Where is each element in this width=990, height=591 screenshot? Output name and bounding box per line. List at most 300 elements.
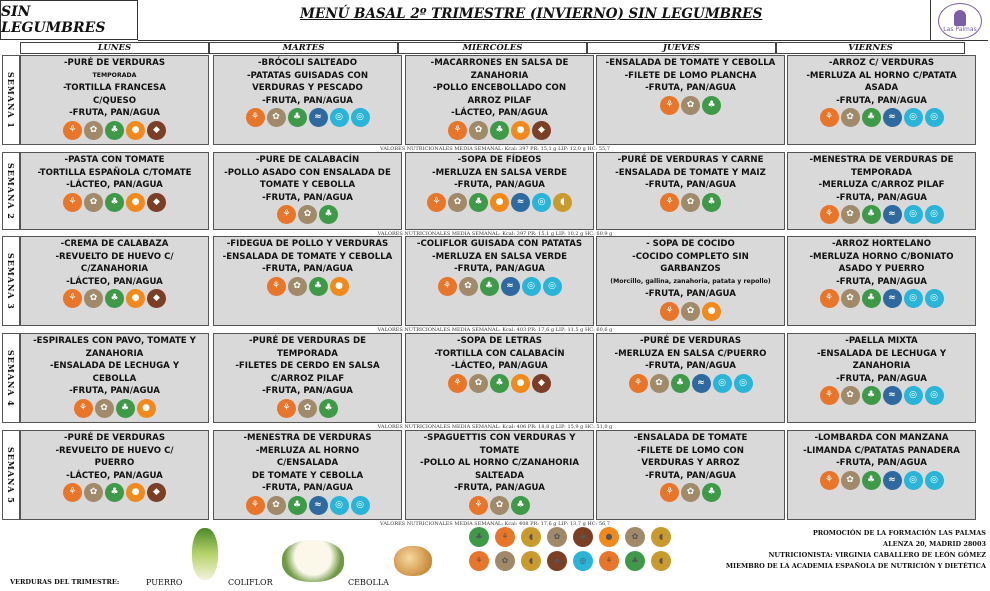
dish-line: -FILETE DE LOMO CON	[637, 445, 744, 456]
allergen-icon: ●	[490, 193, 509, 212]
allergen-icon: ⚘	[820, 386, 839, 405]
dish-line: -COCIDO COMPLETO SIN	[632, 251, 749, 262]
allergen-icons	[216, 399, 399, 418]
allergen-icon: ≈	[309, 108, 328, 127]
allergen-icons	[790, 386, 973, 405]
day-thursday: JUEVES	[587, 42, 776, 54]
dish-line: -ARROZ C/ VERDURAS	[828, 58, 935, 68]
allergen-icon: ◎	[904, 471, 923, 490]
allergen-icon: ✿	[650, 374, 669, 393]
allergen-icons	[790, 289, 973, 308]
dish-line: -POLLO ENCEBOLLADO CON	[432, 83, 567, 93]
allergen-icon: ✿	[288, 277, 307, 296]
legend-item	[518, 526, 544, 547]
dish-line: -TORTILLA ESPAÑOLA C/TOMATE	[37, 167, 192, 178]
allergen-icon: ●	[511, 374, 530, 393]
allergen-icon: ≈	[883, 108, 902, 127]
allergen-icon: ◎	[522, 277, 541, 296]
dish-line: -PASTA CON TOMATE	[64, 155, 165, 165]
allergen-icon: ♣	[480, 277, 499, 296]
allergen-icon: ◎	[713, 374, 732, 393]
allergen-icon: ≈	[883, 386, 902, 405]
dish-line: -FILETE DE LOMO PLANCHA	[624, 70, 757, 81]
week-label	[2, 55, 20, 145]
day-tuesday: MARTES	[209, 42, 398, 54]
allergen-icons	[216, 277, 399, 296]
allergen-icon: ◎	[351, 108, 370, 127]
dish-line: VERDURAS Y ARROZ	[641, 458, 740, 468]
allergen-icon: ≈	[883, 471, 902, 490]
allergen-icon: ♣	[309, 277, 328, 296]
school-logo	[938, 3, 982, 39]
allergen-icon: ✿	[841, 471, 860, 490]
allergen-icon: ◆	[532, 374, 551, 393]
week-label	[2, 152, 20, 230]
dish-line: -BRÓCOLI SALTEADO	[257, 58, 358, 68]
dish-line: -FRUTA, PAN/AGUA	[645, 289, 736, 299]
week-row	[2, 333, 988, 423]
dish-line: -FRUTA, PAN/AGUA	[262, 264, 353, 274]
cauliflower-image	[282, 540, 344, 582]
allergen-icon: ◎	[925, 386, 944, 405]
dish-line: -POLLO AL HORNO C/ZANAHORIA	[420, 458, 579, 468]
allergen-icon: ✿	[84, 289, 103, 308]
allergen-icon: ♣	[105, 483, 124, 502]
dish-line: ZANAHORIA	[852, 361, 911, 371]
legend-item	[570, 550, 596, 571]
dish-line: -PAELLA MIXTA	[845, 336, 918, 346]
dish-line: TOMATE	[479, 445, 520, 456]
allergen-icon: ◎	[925, 289, 944, 308]
legend-item	[648, 550, 674, 571]
allergen-icon: ♣	[702, 483, 721, 502]
week-label-text: SEMANA 3	[6, 252, 16, 310]
allergen-icon: ✿	[469, 374, 488, 393]
page-title: MENÚ BASAL 2º TRIMESTRE (INVIERNO) SIN LEGUMBRES	[300, 6, 763, 22]
allergen-icon: ✿	[448, 193, 467, 212]
dish-line: CEBOLLA	[92, 373, 137, 384]
allergen-icon: ✿	[84, 193, 103, 212]
legend-icon: ◖	[651, 527, 671, 547]
left-title-box	[0, 0, 138, 40]
dish-line: -FRUTA, PAN/AGUA	[645, 470, 736, 481]
dish-line: -FRUTA, PAN/AGUA	[836, 458, 927, 468]
allergen-icon: ◎	[925, 205, 944, 224]
dish-line: -FRUTA, PAN/AGUA	[262, 483, 353, 493]
menu-cell	[20, 333, 209, 423]
allergen-icon: ♣	[702, 96, 721, 115]
allergen-icons	[408, 193, 591, 212]
figure-icon	[954, 10, 966, 26]
dish-line: -LÁCTEO, PAN/AGUA	[66, 470, 163, 481]
allergen-icon: ◆	[147, 289, 166, 308]
allergen-icon: ♣	[490, 374, 509, 393]
dish-line: -FRUTA, PAN/AGUA	[836, 192, 927, 203]
dish-line: -CREMA DE CALABAZA	[60, 239, 169, 249]
week-label-text: SEMANA 5	[6, 446, 16, 504]
dish-line: -FRUTA, PAN/AGUA	[69, 386, 160, 396]
allergen-icon: ♣	[862, 108, 881, 127]
legend-icon: ⚘	[495, 527, 515, 547]
menu-cell	[787, 55, 976, 145]
allergen-icon: ♣	[862, 205, 881, 224]
dish-line: -MERLUZA HORNO C/BONIATO	[809, 251, 954, 262]
allergen-icon: ⚘	[820, 471, 839, 490]
menu-cell	[213, 333, 402, 423]
week-label	[2, 430, 20, 520]
menu-cell	[213, 152, 402, 230]
dish-line: PUERRO	[94, 458, 135, 468]
dish-line: -MENESTRA DE VERDURAS	[243, 433, 372, 443]
header-rule	[138, 40, 988, 41]
allergen-icon: ♣	[469, 193, 488, 212]
dish-line: -FRUTA, PAN/AGUA	[262, 95, 353, 106]
dish-line: -MERLUZA EN SALSA VERDE	[432, 251, 567, 262]
allergen-icon: ●	[330, 277, 349, 296]
allergen-icons	[23, 193, 206, 212]
allergen-legend	[466, 526, 676, 571]
week-row	[2, 55, 988, 145]
menu-cell	[787, 333, 976, 423]
credit-line-4: MIEMBRO DE LA ACADEMIA ESPAÑOLA DE NUTRICIÓN Y DIETÉTICA	[725, 562, 986, 570]
dish-line: ASADO Y PUERRO	[838, 264, 925, 274]
menu-cell	[213, 55, 402, 145]
allergen-icon: ●	[126, 289, 145, 308]
legend-icon: ◎	[573, 551, 593, 571]
day-header	[20, 42, 965, 54]
allergen-icon: ⚘	[63, 193, 82, 212]
legend-icon: ◖	[651, 551, 671, 571]
dish-line: -FRUTA, PAN/AGUA	[836, 95, 927, 106]
legend-item	[648, 526, 674, 547]
allergen-icon: ⚘	[469, 496, 488, 515]
legend-item	[544, 526, 570, 547]
allergen-icon: ♣	[511, 496, 530, 515]
legend-icon: ◖	[521, 551, 541, 571]
dish-line: GARBANZOS	[660, 264, 721, 274]
left-title: SIN LEGUMBRES	[1, 4, 106, 36]
dish-line: -MERLUZA C/ARROZ PILAF	[818, 180, 945, 190]
menu-cell	[596, 333, 785, 423]
week-label	[2, 333, 20, 423]
day-friday: VIERNES	[776, 42, 965, 54]
dish-line: ZANAHORIA	[470, 70, 529, 81]
menu-cell	[596, 236, 785, 326]
credit-line-1: PROMOCIÓN DE LA FORMACIÓN LAS PALMAS	[812, 529, 986, 537]
dish-line: -LÁCTEO, PAN/AGUA	[451, 361, 548, 371]
allergen-icon: ◆	[147, 193, 166, 212]
legend-icon: ◆	[547, 551, 567, 571]
allergen-icon: ◎	[734, 374, 753, 393]
allergen-icon: ⚘	[820, 205, 839, 224]
dish-line: -ARROZ HORTELANO	[831, 239, 932, 249]
legend-icon: ✿	[495, 551, 515, 571]
allergen-icon: ✿	[95, 399, 114, 418]
menu-cell	[213, 430, 402, 520]
allergen-icon: ⚘	[63, 121, 82, 140]
dish-line: -ENSALADA DE LECHUGA Y	[49, 361, 180, 371]
allergen-icon: ✿	[681, 193, 700, 212]
dish-line: -PURÉ DE VERDURAS DE	[248, 336, 367, 346]
nutrition-summary: VALORES NUTRICIONALES MEDIA SEMANAL: Kcal: 397 PR: 15,1 g LIP: 10,2 g HC: 60,9 g	[377, 231, 613, 237]
allergen-icon: ✿	[681, 96, 700, 115]
dish-line: TEMPORADA	[92, 71, 137, 79]
allergen-icon: ≈	[501, 277, 520, 296]
menu-cell	[20, 236, 209, 326]
dish-line: -ENSALADA DE TOMATE Y MAIZ	[615, 167, 766, 178]
dish-line: ARROZ PILAF	[467, 95, 532, 106]
allergen-icon: ●	[702, 302, 721, 321]
allergen-icon: ◎	[925, 471, 944, 490]
allergen-icon: ◎	[904, 205, 923, 224]
allergen-icon: ●	[126, 121, 145, 140]
credits	[690, 528, 986, 572]
dish-line: TEMPORADA	[851, 167, 912, 178]
veg-onion-label: CEBOLLA	[348, 578, 389, 587]
allergen-icons	[790, 205, 973, 224]
allergen-icons	[408, 374, 591, 393]
allergen-icon: ✿	[267, 108, 286, 127]
dish-line: -MENESTRA DE VERDURAS DE	[809, 155, 954, 165]
allergen-icon: ⚘	[74, 399, 93, 418]
veg-cauliflower-label: COLIFLOR	[228, 578, 273, 587]
allergen-icon: ◎	[330, 108, 349, 127]
dish-line: -FILETES DE CERDO EN SALSA	[235, 361, 380, 371]
allergen-icons	[408, 277, 591, 296]
credit-line-3: NUTRICIONISTA: VIRGINIA CABALLERO DE LEÓN GÓMEZ	[768, 551, 986, 559]
allergen-icon: ◆	[147, 483, 166, 502]
dish-line: -FRUTA, PAN/AGUA	[454, 264, 545, 274]
legend-icon: ✿	[547, 527, 567, 547]
dish-line: DE TOMATE Y CEBOLLA	[251, 470, 364, 481]
menu-cell	[405, 236, 594, 326]
menu-cell	[405, 333, 594, 423]
dish-line: -MERLUZA AL HORNO C/PATATA	[806, 70, 957, 81]
legend-item	[518, 550, 544, 571]
dish-line: -FRUTA, PAN/AGUA	[454, 180, 545, 190]
dish-line: -SPAGUETTIS CON VERDURAS Y	[423, 433, 576, 443]
dish-line: VERDURAS Y PESCADO	[252, 83, 363, 93]
allergen-icon: ♣	[105, 121, 124, 140]
allergen-icon: ♣	[105, 289, 124, 308]
dish-line: -REVUELTO DE HUEVO C/	[55, 445, 174, 456]
legend-item	[466, 526, 492, 547]
allergen-icon: ✿	[681, 302, 700, 321]
dish-line: -ENSALADA DE TOMATE Y CEBOLLA	[222, 251, 393, 262]
allergen-icon: ♣	[862, 289, 881, 308]
dish-line: -FRUTA, PAN/AGUA	[836, 276, 927, 287]
allergen-icon: ⚘	[820, 108, 839, 127]
allergen-icon: ⚘	[629, 374, 648, 393]
dish-line: -FRUTA, PAN/AGUA	[69, 108, 160, 118]
dish-line: C/ENSALADA	[276, 458, 339, 468]
dish-line: -PURÉ DE VERDURAS Y CARNE	[617, 155, 764, 165]
allergen-icon: ⚘	[660, 483, 679, 502]
dish-line: -LIMANDA C/PATATAS PANADERA	[803, 445, 960, 456]
dish-line: -FRUTA, PAN/AGUA	[645, 83, 736, 93]
allergen-icon: ✿	[841, 386, 860, 405]
allergen-icon: ●	[511, 121, 530, 140]
allergen-icons	[408, 121, 591, 140]
menu-cell	[405, 430, 594, 520]
menu-cell	[596, 55, 785, 145]
dish-line: -PURE DE CALABACÍN	[255, 155, 360, 165]
dish-line: TOMATE Y CEBOLLA	[259, 180, 356, 190]
onion-image	[394, 546, 432, 576]
menu-cell	[787, 430, 976, 520]
allergen-icon: ♣	[105, 193, 124, 212]
leek-image	[192, 528, 218, 580]
allergen-icon: ✿	[84, 483, 103, 502]
allergen-icon: ⚘	[448, 374, 467, 393]
legend-item	[492, 526, 518, 547]
legend-item	[596, 526, 622, 547]
legend-item	[492, 550, 518, 571]
allergen-icon: ◎	[543, 277, 562, 296]
allergen-icons	[216, 496, 399, 515]
menu-cell	[405, 55, 594, 145]
legend-item	[622, 550, 648, 571]
dish-line: -TORTILLA CON CALABACÍN	[434, 348, 565, 359]
allergen-icon: ⚘	[660, 302, 679, 321]
menu-cell	[787, 152, 976, 230]
dish-line: C/QUESO	[92, 95, 137, 106]
dish-line: -FRUTA, PAN/AGUA	[645, 361, 736, 371]
allergen-icons	[23, 121, 206, 140]
dish-line: C/ARROZ PILAF	[270, 373, 345, 384]
allergen-icon: ✿	[84, 121, 103, 140]
allergen-icon: ⚘	[246, 496, 265, 515]
dish-line: C/ZANAHORIA	[80, 264, 149, 274]
dish-line: -LÁCTEO, PAN/AGUA	[66, 276, 163, 287]
week-row	[2, 430, 988, 520]
dish-line: -COLIFLOR GUISADA CON PATATAS	[416, 239, 583, 249]
legend-item	[596, 550, 622, 571]
menu-cell	[596, 430, 785, 520]
allergen-icons	[408, 496, 591, 515]
allergen-icon: ✿	[459, 277, 478, 296]
dish-line: (Morcillo, gallina, zanahoria, patata y repollo)	[610, 277, 771, 285]
menu-cell	[20, 430, 209, 520]
allergen-icon: ♣	[319, 205, 338, 224]
allergen-icon: ⚘	[63, 289, 82, 308]
allergen-icons	[599, 96, 782, 115]
allergen-icon: ✿	[681, 483, 700, 502]
allergen-icon: ♣	[288, 108, 307, 127]
legend-icon: ✿	[625, 527, 645, 547]
allergen-icons	[599, 193, 782, 212]
allergen-icons	[599, 302, 782, 321]
week-label-text: SEMANA 1	[6, 71, 16, 129]
allergen-icon: ●	[126, 193, 145, 212]
allergen-icon: ✿	[490, 496, 509, 515]
dish-line: -MERLUZA AL HORNO	[255, 445, 360, 456]
allergen-icon: ⚘	[277, 205, 296, 224]
nutrition-summary: VALORES NUTRICIONALES MEDIA SEMANAL: Kcal: 403 PR: 17,6 g LIP: 11,5 g HC: 60,6 g	[377, 327, 613, 333]
allergen-icon: ◎	[925, 108, 944, 127]
allergen-icons	[23, 289, 206, 308]
allergen-icon: ✿	[841, 205, 860, 224]
dish-line: -ENSALADA DE TOMATE	[633, 433, 748, 443]
allergen-icon: ⚘	[820, 289, 839, 308]
dish-line: ASADA	[864, 83, 899, 93]
allergen-icon: ◖	[553, 193, 572, 212]
week-row	[2, 236, 988, 326]
allergen-icon: ✿	[841, 289, 860, 308]
dish-line: -FRUTA, PAN/AGUA	[645, 180, 736, 190]
dish-line: -FIDEGUA DE POLLO Y VERDURAS	[226, 239, 389, 249]
allergen-icon: ♣	[490, 121, 509, 140]
week-row	[2, 152, 988, 230]
menu-cell	[20, 152, 209, 230]
dish-line: TEMPORADA	[277, 348, 338, 359]
week-label	[2, 236, 20, 326]
allergen-icon: ⚘	[448, 121, 467, 140]
allergen-icon: ✿	[298, 205, 317, 224]
menu-cell	[20, 55, 209, 145]
dish-line: SALTEADA	[474, 470, 525, 481]
nutrition-summary: VALORES NUTRICIONALES MEDIA SEMANAL: Kcal: 397 PR: 15,1 g LIP: 12,0 g HC: 55,7	[380, 146, 610, 152]
dish-line: -LÁCTEO, PAN/AGUA	[451, 108, 548, 118]
dish-line: -MERLUZA EN SALSA C/PUERRO	[614, 348, 767, 359]
logo-text: Las Palmas	[943, 25, 977, 33]
dish-line: -ENSALADA DE TOMATE Y CEBOLLA	[605, 58, 776, 68]
allergen-icon: ✿	[841, 108, 860, 127]
allergen-icon: ✿	[469, 121, 488, 140]
allergen-icon: ♣	[702, 193, 721, 212]
allergen-icons	[216, 108, 399, 127]
dish-line: -FRUTA, PAN/AGUA	[262, 192, 353, 203]
legend-icon: ◆	[573, 527, 593, 547]
allergen-icons	[599, 374, 782, 393]
allergen-icon: ⚘	[427, 193, 446, 212]
dish-line: -ENSALADA DE LECHUGA Y	[816, 348, 947, 359]
allergen-icon: ⚘	[660, 193, 679, 212]
menu-cell	[787, 236, 976, 326]
allergen-icon: ♣	[862, 471, 881, 490]
dish-line: -MERLUZA EN SALSA VERDE	[432, 167, 567, 178]
day-monday: LUNES	[20, 42, 209, 54]
veg-title: VERDURAS DEL TRIMESTRE:	[10, 578, 120, 586]
allergen-icons	[790, 471, 973, 490]
credit-line-2: ALENZA 20, MADRID 28003	[883, 540, 986, 548]
dish-line: -TORTILLA FRANCESA	[63, 83, 166, 93]
allergen-icon: ◎	[351, 496, 370, 515]
allergen-icon: ◎	[330, 496, 349, 515]
dish-line: ZANAHORIA	[85, 348, 144, 359]
allergen-icon: ◎	[904, 108, 923, 127]
allergen-icon: ≈	[692, 374, 711, 393]
allergen-icon: ≈	[309, 496, 328, 515]
allergen-icon: ⚘	[277, 399, 296, 418]
allergen-icon: ◎	[904, 386, 923, 405]
allergen-icon: ≈	[883, 289, 902, 308]
allergen-icon: ◆	[532, 121, 551, 140]
dish-line: -SOPA DE FÍDEOS	[457, 155, 542, 165]
allergen-icons	[790, 108, 973, 127]
allergen-icon: ⚘	[63, 483, 82, 502]
menu-cell	[405, 152, 594, 230]
allergen-icon: ●	[126, 483, 145, 502]
legend-icon: ⚘	[599, 551, 619, 571]
legend-item	[570, 526, 596, 547]
allergen-icon: ≈	[511, 193, 530, 212]
legend-icon: ♣	[469, 527, 489, 547]
legend-icon: ◖	[521, 527, 541, 547]
allergen-icon: ♣	[671, 374, 690, 393]
allergen-icon: ≈	[883, 205, 902, 224]
legend-icon: ⚘	[469, 551, 489, 571]
